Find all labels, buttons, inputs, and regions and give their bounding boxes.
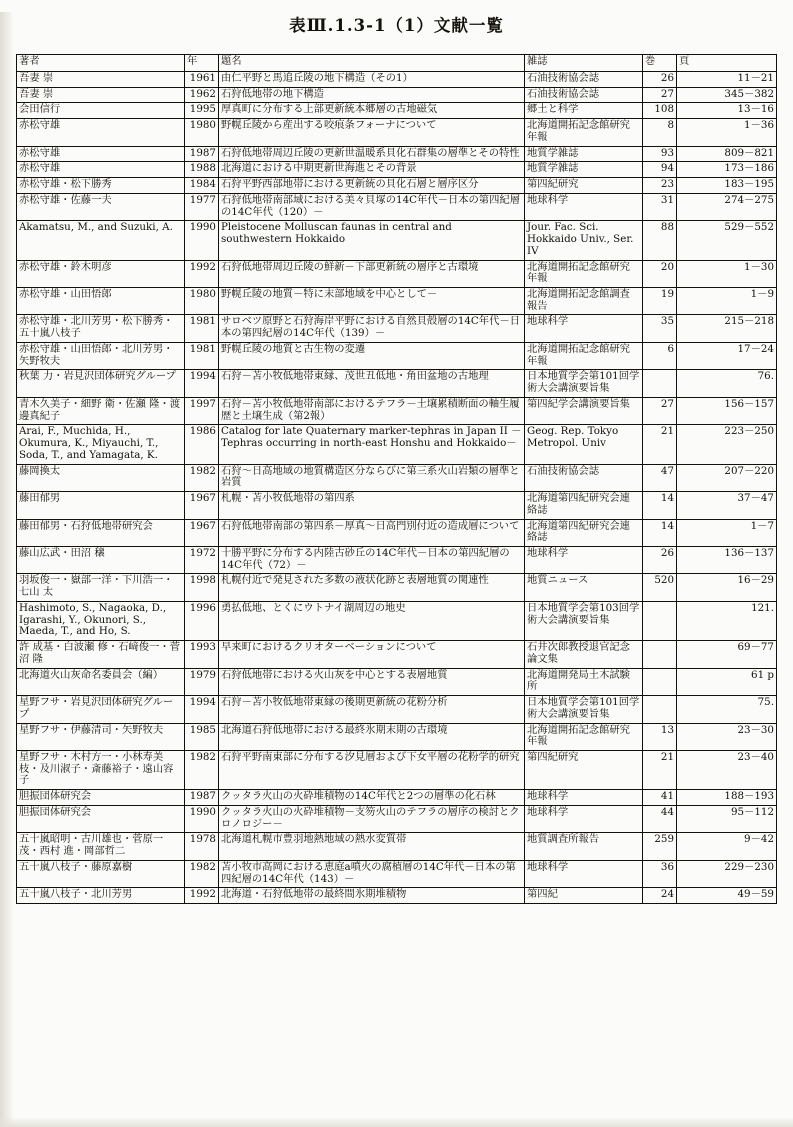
cell-author: 赤松守雄・松下勝秀 — [17, 178, 185, 194]
cell-author: 藤田郁男 — [17, 492, 185, 519]
cell-volume — [643, 668, 677, 695]
cell-page: 136－137 — [677, 546, 777, 573]
cell-volume — [643, 696, 677, 723]
cell-year: 1961 — [185, 72, 219, 88]
cell-page: 183－195 — [677, 178, 777, 194]
cell-journal: 石油技術協会誌 — [525, 464, 643, 491]
cell-journal: 北海道第四紀研究会連絡誌 — [525, 492, 643, 519]
cell-journal: 石油技術協会誌 — [525, 87, 643, 103]
table-row — [17, 546, 777, 573]
cell-title: クッタラ火山の火砕堆積物の14C年代と2つの層準の化石林 — [219, 790, 525, 806]
cell-volume: 26 — [643, 72, 677, 88]
cell-title: クッタラ火山の火砕堆積物－支笏火山のテフラの層序の検討とクロノロジー－ — [219, 805, 525, 832]
cell-page: 17－24 — [677, 342, 777, 369]
table-row — [17, 342, 777, 369]
cell-author: 赤松守雄・佐藤一夫 — [17, 193, 185, 220]
cell-year: 1967 — [185, 519, 219, 546]
column-header-volume: 巻 — [643, 55, 677, 72]
cell-author: 赤松守雄 — [17, 162, 185, 178]
cell-page: 1－36 — [677, 119, 777, 146]
cell-page: 9－42 — [677, 833, 777, 860]
scan-edge-left — [0, 12, 14, 1127]
cell-year: 1996 — [185, 601, 219, 640]
cell-page: 229－230 — [677, 860, 777, 887]
table-row — [17, 221, 777, 260]
cell-journal: 北海道開拓記念館調査報告 — [525, 288, 643, 315]
cell-volume: 259 — [643, 833, 677, 860]
cell-journal: 地質ニュース — [525, 574, 643, 601]
table-row — [17, 833, 777, 860]
cell-year: 1986 — [185, 425, 219, 464]
cell-page: 1－30 — [677, 260, 777, 287]
cell-page: 809－821 — [677, 146, 777, 162]
cell-volume — [643, 370, 677, 397]
cell-journal: 北海道開拓記念館研究年報 — [525, 342, 643, 369]
cell-volume — [643, 601, 677, 640]
cell-year: 1990 — [185, 221, 219, 260]
cell-year: 1992 — [185, 260, 219, 287]
cell-title: 北海道における中期更新世海進とその背景 — [219, 162, 525, 178]
cell-author: 五十嵐八枝子・藤原嘉樹 — [17, 860, 185, 887]
cell-year: 1984 — [185, 178, 219, 194]
cell-journal: Jour. Fac. Sci. Hokkaido Univ., Ser. IV — [525, 221, 643, 260]
table-row — [17, 260, 777, 287]
cell-volume: 21 — [643, 425, 677, 464]
table-row — [17, 119, 777, 146]
table-row — [17, 315, 777, 342]
cell-title: 札幌・苫小牧低地帯の第四系 — [219, 492, 525, 519]
cell-page: 188－193 — [677, 790, 777, 806]
cell-author: 羽坂俊一・嶽部一洋・下川浩一・七山 太 — [17, 574, 185, 601]
cell-author: 赤松守雄・山田悟郎・北川芳男・矢野牧夫 — [17, 342, 185, 369]
table-body — [17, 72, 777, 904]
cell-page: 76. — [677, 370, 777, 397]
cell-title: 十勝平野に分布する内陸古砂丘の14C年代－日本の第四紀層の14C年代（72）－ — [219, 546, 525, 573]
table-row — [17, 668, 777, 695]
scan-edge-bottom — [0, 1117, 793, 1127]
cell-volume: 23 — [643, 178, 677, 194]
cell-journal: 郷土と科学 — [525, 103, 643, 119]
cell-page: 37－47 — [677, 492, 777, 519]
table-row — [17, 103, 777, 119]
cell-title: 勇払低地、とくにウトナイ湖周辺の地史 — [219, 601, 525, 640]
table-row — [17, 888, 777, 904]
cell-year: 1977 — [185, 193, 219, 220]
cell-volume: 108 — [643, 103, 677, 119]
cell-volume — [643, 641, 677, 668]
table-row — [17, 397, 777, 424]
cell-year: 1978 — [185, 833, 219, 860]
cell-year: 1980 — [185, 288, 219, 315]
cell-volume: 520 — [643, 574, 677, 601]
column-header-year: 年 — [185, 55, 219, 72]
cell-year: 1981 — [185, 315, 219, 342]
cell-author: 星野フサ・伊藤清司・矢野牧夫 — [17, 723, 185, 750]
table-row — [17, 370, 777, 397]
cell-title: サロベツ原野と石狩海岸平野における自然貝殻層の14C年代－日本の第四紀層の14C年代（139）－ — [219, 315, 525, 342]
cell-year: 1985 — [185, 723, 219, 750]
cell-volume: 13 — [643, 723, 677, 750]
cell-author: 星野フサ・木村方一・小林寿美枝・及川淑子・斎藤裕子・遠山容子 — [17, 750, 185, 789]
cell-volume: 8 — [643, 119, 677, 146]
cell-journal: 日本地質学会第103回学術大会講演要旨集 — [525, 601, 643, 640]
cell-volume: 27 — [643, 87, 677, 103]
cell-volume: 35 — [643, 315, 677, 342]
cell-title: 石狩低地帯の地下構造 — [219, 87, 525, 103]
table-row — [17, 193, 777, 220]
cell-year: 1997 — [185, 397, 219, 424]
cell-page: 13－16 — [677, 103, 777, 119]
cell-title: 石狩～日高地域の地質構造区分ならびに第三系火山岩類の層準と岩質 — [219, 464, 525, 491]
cell-volume: 88 — [643, 221, 677, 260]
table-row — [17, 750, 777, 789]
cell-author: 赤松守雄 — [17, 146, 185, 162]
cell-author: 胆振団体研究会 — [17, 805, 185, 832]
cell-author: Hashimoto, S., Nagaoka, D., Igarashi, Y., Okunori, S., Maeda, T., and Ho, S. — [17, 601, 185, 640]
cell-volume: 6 — [643, 342, 677, 369]
cell-year: 1982 — [185, 464, 219, 491]
cell-title: 石狩平野南東部に分布する汐見層および下女平層の花粉学的研究 — [219, 750, 525, 789]
cell-year: 1982 — [185, 750, 219, 789]
table-row — [17, 425, 777, 464]
column-header-journal: 雑誌 — [525, 55, 643, 72]
cell-year: 1998 — [185, 574, 219, 601]
cell-author: 星野フサ・岩見沢団体研究グループ — [17, 696, 185, 723]
table-row — [17, 805, 777, 832]
cell-journal: 地球科学 — [525, 790, 643, 806]
cell-page: 207－220 — [677, 464, 777, 491]
cell-journal: 北海道開拓記念館研究年報 — [525, 723, 643, 750]
column-header-page: 頁 — [677, 55, 777, 72]
cell-page: 1－7 — [677, 519, 777, 546]
cell-volume: 93 — [643, 146, 677, 162]
cell-author: Akamatsu, M., and Suzuki, A. — [17, 221, 185, 260]
cell-title: Pleistocene Molluscan faunas in central and southwestern Hokkaido — [219, 221, 525, 260]
cell-page: 173－186 — [677, 162, 777, 178]
cell-title: 石狩－苫小牧低地帯東縁の後期更新統の花粉分析 — [219, 696, 525, 723]
cell-year: 1972 — [185, 546, 219, 573]
cell-title: 石狩低地帯における火山灰を中心とする表層地質 — [219, 668, 525, 695]
cell-title: 野幌丘陵から産出する咬痕条フォーナについて — [219, 119, 525, 146]
cell-journal: 日本地質学会第101回学術大会講演要旨集 — [525, 370, 643, 397]
cell-journal: 第四紀研究 — [525, 178, 643, 194]
cell-author: Arai, F., Muchida, H., Okumura, K., Miyauchi, T., Soda, T., and Yamagata, K. — [17, 425, 185, 464]
cell-volume: 14 — [643, 519, 677, 546]
cell-page: 23－30 — [677, 723, 777, 750]
cell-year: 1994 — [185, 370, 219, 397]
cell-year: 1980 — [185, 119, 219, 146]
cell-title: 札幌付近で発見された多数の液状化跡と表層地質の関連性 — [219, 574, 525, 601]
cell-year: 1987 — [185, 790, 219, 806]
cell-journal: 地球科学 — [525, 860, 643, 887]
cell-volume: 20 — [643, 260, 677, 287]
cell-title: 北海道・石狩低地帯の最終間氷期堆積物 — [219, 888, 525, 904]
cell-author: 藤山広武・田沼 穣 — [17, 546, 185, 573]
cell-author: 吾妻 崇 — [17, 87, 185, 103]
cell-title: 石狩低地帯南部域における美々貝塚の14C年代－日本の第四紀層の14C年代（120）－ — [219, 193, 525, 220]
table-row — [17, 87, 777, 103]
table-row — [17, 723, 777, 750]
cell-page: 215－218 — [677, 315, 777, 342]
cell-volume: 47 — [643, 464, 677, 491]
cell-author: 許 成基・白波瀬 修・石﨑俊一・菅沼 隆 — [17, 641, 185, 668]
cell-page: 16－29 — [677, 574, 777, 601]
table-row — [17, 72, 777, 88]
cell-page: 61 p — [677, 668, 777, 695]
cell-volume: 14 — [643, 492, 677, 519]
cell-author: 赤松守雄・鈴木明彦 — [17, 260, 185, 287]
cell-year: 1981 — [185, 342, 219, 369]
cell-author: 藤岡換太 — [17, 464, 185, 491]
table-row — [17, 860, 777, 887]
cell-volume: 21 — [643, 750, 677, 789]
page-title: 表Ⅲ.1.3-1（1）文献一覧 — [289, 16, 504, 35]
cell-title: 北海道札幌市豊羽地熱地域の熱水変質帯 — [219, 833, 525, 860]
table-header-row — [17, 55, 777, 72]
cell-page: 49－59 — [677, 888, 777, 904]
cell-title: 石狩平野西部地帯における更新統の貝化石層と層序区分 — [219, 178, 525, 194]
cell-volume: 26 — [643, 546, 677, 573]
document-page — [0, 12, 793, 1127]
cell-title: 石狩低地帯周辺丘陵の鮮新－下部更新統の層序と古環境 — [219, 260, 525, 287]
cell-author: 秋葉 力・岩見沢団体研究グループ — [17, 370, 185, 397]
table-row — [17, 790, 777, 806]
cell-author: 吾妻 崇 — [17, 72, 185, 88]
table-row — [17, 641, 777, 668]
cell-page: 223－250 — [677, 425, 777, 464]
cell-title: 早来町におけるクリオターベーションについて — [219, 641, 525, 668]
cell-author: 五十嵐八枝子・北川芳男 — [17, 888, 185, 904]
cell-journal: 第四紀研究 — [525, 750, 643, 789]
cell-journal: 地球科学 — [525, 546, 643, 573]
cell-journal: 北海道第四紀研究会連絡誌 — [525, 519, 643, 546]
cell-year: 1987 — [185, 146, 219, 162]
cell-author: 赤松守雄 — [17, 119, 185, 146]
cell-page: 345－382 — [677, 87, 777, 103]
cell-title: 石狩－苫小牧低地帯南部におけるテフラ－土壌累積断面の軸生履歴と土壌生成（第2報） — [219, 397, 525, 424]
cell-volume: 31 — [643, 193, 677, 220]
cell-volume: 41 — [643, 790, 677, 806]
table-row — [17, 178, 777, 194]
cell-year: 1982 — [185, 860, 219, 887]
cell-title: 北海道石狩低地帯における最終氷期末期の古環境 — [219, 723, 525, 750]
cell-page: 11－21 — [677, 72, 777, 88]
cell-journal: 北海道開拓記念館研究年報 — [525, 260, 643, 287]
table-row — [17, 696, 777, 723]
cell-title: 苫小牧市高岡における恵庭a噴火の腐植層の14C年代－日本の第四紀層の14C年代（143）－ — [219, 860, 525, 887]
cell-author: 北海道火山灰命名委員会（編） — [17, 668, 185, 695]
cell-author: 胆振団体研究会 — [17, 790, 185, 806]
table-row — [17, 288, 777, 315]
table-row — [17, 464, 777, 491]
cell-page: 274－275 — [677, 193, 777, 220]
cell-volume: 36 — [643, 860, 677, 887]
table-row — [17, 574, 777, 601]
cell-year: 1990 — [185, 805, 219, 832]
cell-author: 赤松守雄・北川芳男・松下勝秀・五十嵐八枝子 — [17, 315, 185, 342]
cell-page: 23－40 — [677, 750, 777, 789]
cell-journal: 日本地質学会第101回学術大会講演要旨集 — [525, 696, 643, 723]
cell-year: 1993 — [185, 641, 219, 668]
cell-title: 石狩低地帯南部の第四系－厚真～日高門別付近の造成層について — [219, 519, 525, 546]
cell-journal: 地球科学 — [525, 315, 643, 342]
cell-year: 1994 — [185, 696, 219, 723]
cell-journal: 地質学雑誌 — [525, 162, 643, 178]
table-row — [17, 162, 777, 178]
cell-journal: 第四紀 — [525, 888, 643, 904]
cell-page: 121. — [677, 601, 777, 640]
table-row — [17, 519, 777, 546]
cell-page: 156－157 — [677, 397, 777, 424]
cell-author: 赤松守雄・山田悟郎 — [17, 288, 185, 315]
cell-page: 1－9 — [677, 288, 777, 315]
cell-title: 野幌丘陵の地質－特に末部地域を中心として－ — [219, 288, 525, 315]
cell-year: 1992 — [185, 888, 219, 904]
cell-author: 会田信行 — [17, 103, 185, 119]
cell-journal: 地球科学 — [525, 805, 643, 832]
cell-page: 69－77 — [677, 641, 777, 668]
cell-author: 五十嵐昭明・古川雄也・菅原一茂・西村 進・岡部哲二 — [17, 833, 185, 860]
cell-page: 529－552 — [677, 221, 777, 260]
cell-journal: 北海道開発局土木試験所 — [525, 668, 643, 695]
cell-title: 野幌丘陵の地質と古生物の変遷 — [219, 342, 525, 369]
table-row — [17, 146, 777, 162]
cell-journal: 石井次郎教授退官記念論文集 — [525, 641, 643, 668]
cell-journal: 第四紀学会講演要旨集 — [525, 397, 643, 424]
cell-journal: 地質学雑誌 — [525, 146, 643, 162]
cell-volume: 19 — [643, 288, 677, 315]
cell-title: Catalog for late Quaternary marker-tephras in Japan II －Tephras occurring in north-east Honshu and Hokkaido－ — [219, 425, 525, 464]
literature-table-wrapper — [16, 54, 776, 904]
table-row — [17, 601, 777, 640]
cell-year: 1979 — [185, 668, 219, 695]
cell-page: 95－112 — [677, 805, 777, 832]
cell-volume: 27 — [643, 397, 677, 424]
cell-author: 藤田郁男・石狩低地帯研究会 — [17, 519, 185, 546]
column-header-title: 題名 — [219, 55, 525, 72]
cell-journal: 北海道開拓記念館研究年報 — [525, 119, 643, 146]
table-row — [17, 492, 777, 519]
cell-year: 1967 — [185, 492, 219, 519]
cell-page: 75. — [677, 696, 777, 723]
cell-journal: 石油技術協会誌 — [525, 72, 643, 88]
cell-title: 厚真町に分布する上部更新統本郷層の古地磁気 — [219, 103, 525, 119]
column-header-author: 著者 — [17, 55, 185, 72]
cell-year: 1995 — [185, 103, 219, 119]
cell-journal: 地球科学 — [525, 193, 643, 220]
cell-journal: 地質調査所報告 — [525, 833, 643, 860]
cell-journal: Geog. Rep. Tokyo Metropol. Univ — [525, 425, 643, 464]
cell-volume: 24 — [643, 888, 677, 904]
cell-volume: 44 — [643, 805, 677, 832]
cell-author: 青木久美子・細野 衛・佐瀬 隆・渡邊真紀子 — [17, 397, 185, 424]
cell-title: 石狩－苫小牧低地帯東縁、茂世丑低地・角田盆地の古地理 — [219, 370, 525, 397]
cell-title: 由仁平野と馬追丘陵の地下構造（その1） — [219, 72, 525, 88]
cell-volume: 94 — [643, 162, 677, 178]
cell-title: 石狩低地帯周辺丘陵の更新世温暖系貝化石群集の層準とその特性 — [219, 146, 525, 162]
cell-year: 1988 — [185, 162, 219, 178]
literature-table — [16, 54, 777, 904]
cell-year: 1962 — [185, 87, 219, 103]
